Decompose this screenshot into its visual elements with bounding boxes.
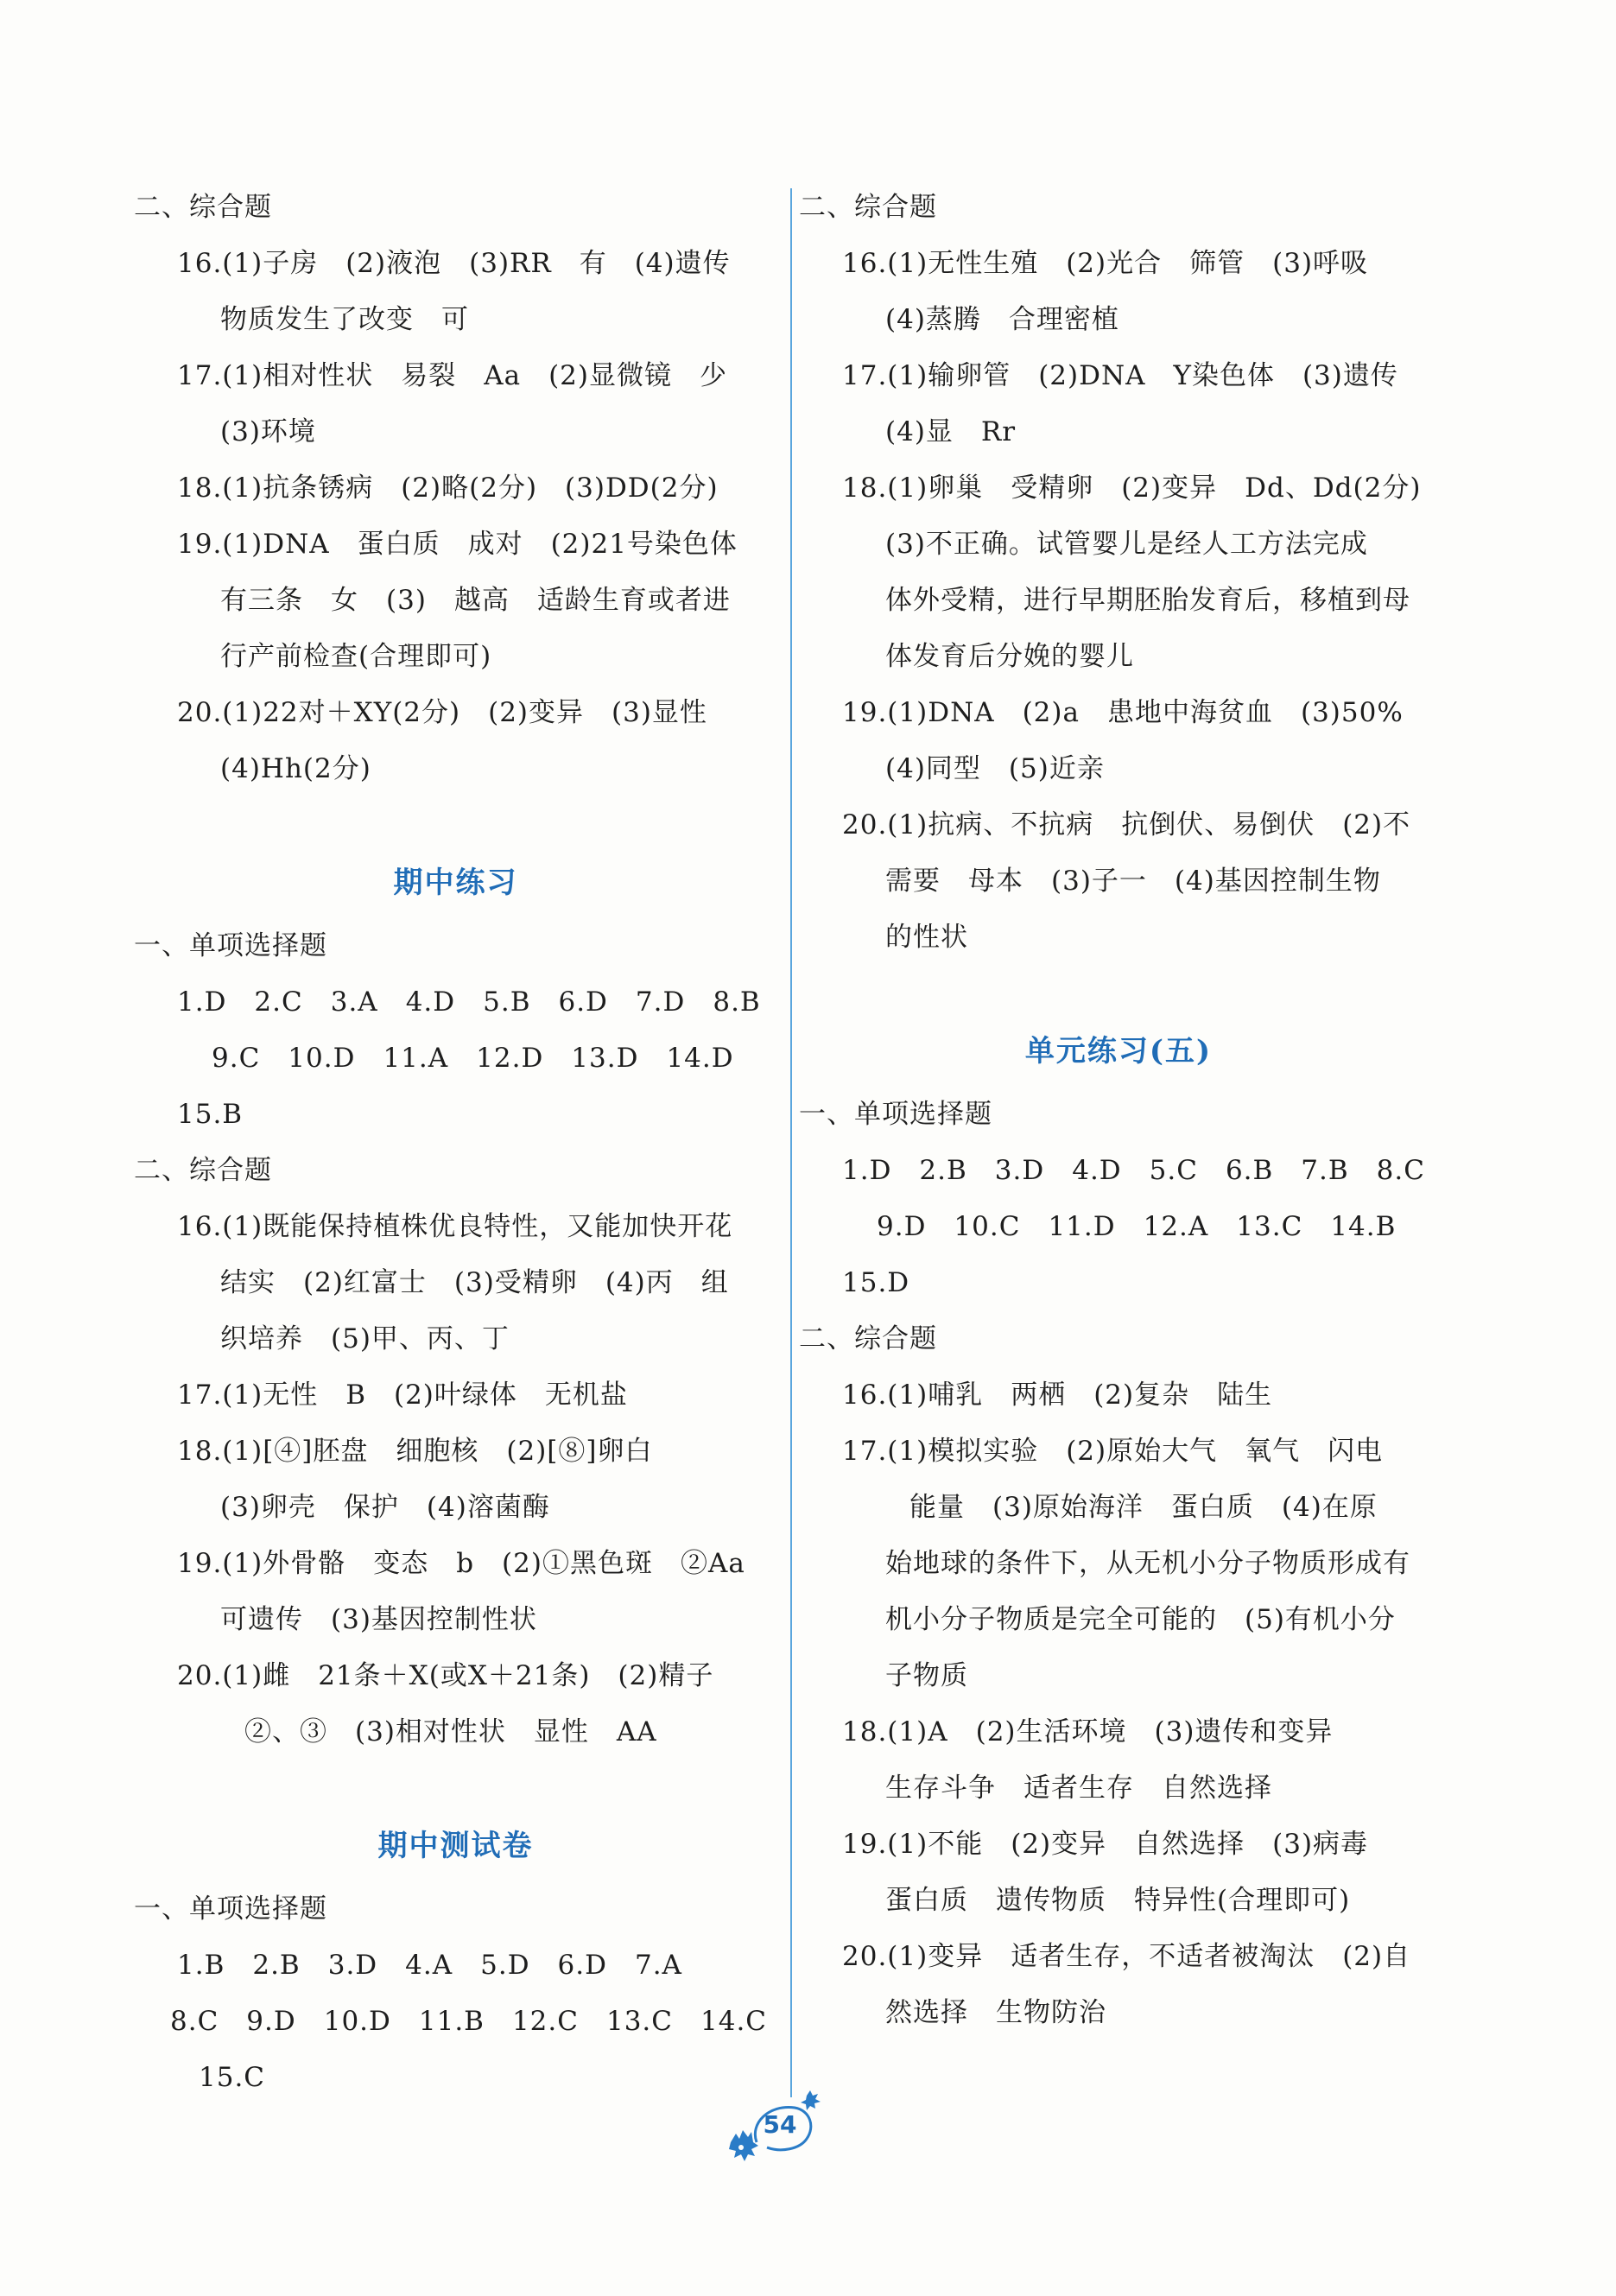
answer-line: 19.(1)DNA 蛋白质 成对 (2)21号染色体 [177, 529, 738, 560]
answer-line: 织培养 (5)甲、丙、丁 [220, 1323, 510, 1354]
answer-line: (3)卵壳 保护 (4)溶菌酶 [220, 1492, 550, 1523]
choice-answers: 15.B [177, 1099, 244, 1130]
answer-line: 18.(1)A (2)生活环境 (3)遗传和变异 [842, 1716, 1334, 1747]
answer-line: (4)Hh(2分) [220, 753, 371, 784]
answer-line: 蛋白质 遗传物质 特异性(合理即可) [885, 1885, 1351, 1916]
answer-line: 生存斗争 适者生存 自然选择 [885, 1773, 1272, 1804]
answer-line: 17.(1)相对性状 易裂 Aa (2)显微镜 少 [177, 360, 727, 391]
answer-line: 子物质 [885, 1660, 968, 1691]
section-heading: 二、综合题 [799, 1323, 937, 1354]
answer-line: 20.(1)雌 21条＋X(或X＋21条) (2)精子 [177, 1660, 714, 1691]
choice-answers: 15.D [842, 1267, 910, 1298]
answer-line: 20.(1)变异 适者生存，不适者被淘汰 (2)自 [842, 1941, 1411, 1972]
answer-line: 机小分子物质是完全可能的 (5)有机小分 [885, 1604, 1396, 1635]
answer-line: 结实 (2)红富士 (3)受精卵 (4)丙 组 [220, 1267, 729, 1298]
answer-line: 17.(1)输卵管 (2)DNA Y染色体 (3)遗传 [842, 360, 1398, 391]
answer-line: 17.(1)模拟实验 (2)原始大气 氧气 闪电 [842, 1436, 1384, 1467]
answer-line: 16.(1)无性生殖 (2)光合 筛管 (3)呼吸 [842, 248, 1369, 279]
section-heading: 二、综合题 [799, 192, 937, 223]
choice-answers: 8.C 9.D 10.D 11.B 12.C 13.C 14.C [170, 2006, 768, 2037]
answer-line: 然选择 生物防治 [885, 1997, 1106, 2028]
answer-line: 16.(1)子房 (2)液泡 (3)RR 有 (4)遗传 [177, 248, 731, 279]
answer-line: 始地球的条件下，从无机小分子物质形成有 [885, 1548, 1410, 1579]
answer-line: 可遗传 (3)基因控制性状 [220, 1604, 537, 1635]
answer-line: 有三条 女 (3) 越高 适龄生育或者进 [220, 585, 731, 616]
answer-line: 20.(1)22对＋XY(2分) (2)变异 (3)显性 [177, 697, 707, 728]
answer-line: 的性状 [885, 922, 968, 953]
choice-answers: 15.C [199, 2062, 266, 2093]
section-heading: 一、单项选择题 [134, 1893, 327, 1925]
answer-line: (4)蒸腾 合理密植 [885, 304, 1119, 335]
answer-line: 18.(1)卵巢 受精卵 (2)变异 Dd、Dd(2分) [842, 473, 1422, 504]
section-heading: 二、综合题 [134, 1155, 272, 1186]
answer-line: (4)同型 (5)近亲 [885, 753, 1105, 784]
choice-answers: 1.D 2.B 3.D 4.D 5.C 6.B 7.B 8.C [842, 1155, 1425, 1186]
choice-answers: 9.C 10.D 11.A 12.D 13.D 14.D [212, 1043, 734, 1074]
answer-line: 物质发生了改变 可 [220, 304, 469, 335]
section-title: 单元练习(五) [1024, 1034, 1213, 1069]
section-heading: 一、单项选择题 [799, 1099, 992, 1130]
answer-line: 19.(1)DNA (2)a 患地中海贫血 (3)50% [842, 697, 1404, 728]
section-title: 期中测试卷 [377, 1829, 534, 1863]
answer-line: 体发育后分娩的婴儿 [885, 641, 1134, 672]
section-heading: 二、综合题 [134, 192, 272, 223]
choice-answers: 9.D 10.C 11.D 12.A 13.C 14.B [877, 1211, 1397, 1242]
answer-line: 能量 (3)原始海洋 蛋白质 (4)在原 [909, 1492, 1378, 1523]
section-title: 期中练习 [393, 866, 518, 900]
answer-line: 16.(1)哺乳 两栖 (2)复杂 陆生 [842, 1380, 1273, 1411]
page-number-badge [724, 2089, 827, 2166]
answer-line: 18.(1)抗条锈病 (2)略(2分) (3)DD(2分) [177, 473, 719, 504]
choice-answers: 1.D 2.C 3.A 4.D 5.B 6.D 7.D 8.B [177, 986, 761, 1018]
answer-line: (3)不正确。试管婴儿是经人工方法完成 [885, 529, 1368, 560]
answer-line: 19.(1)不能 (2)变异 自然选择 (3)病毒 [842, 1829, 1369, 1860]
answer-line: 需要 母本 (3)子一 (4)基因控制生物 [885, 866, 1381, 897]
answer-line: 19.(1)外骨骼 变态 b (2)①黑色斑 ②Aa [177, 1548, 745, 1579]
section-heading: 一、单项选择题 [134, 930, 327, 961]
answer-line: 体外受精，进行早期胚胎发育后，移植到母 [885, 585, 1410, 616]
answer-line: 17.(1)无性 B (2)叶绿体 无机盐 [177, 1380, 628, 1411]
answer-line: 18.(1)[④]胚盘 细胞核 (2)[⑧]卵白 [177, 1436, 653, 1467]
answer-line: ②、③ (3)相对性状 显性 AA [244, 1716, 657, 1747]
column-divider [790, 188, 792, 2097]
page-number: 54 [763, 2110, 797, 2139]
choice-answers: 1.B 2.B 3.D 4.A 5.D 6.D 7.A [177, 1950, 682, 1981]
answer-line: 16.(1)既能保持植株优良特性，又能加快开花 [177, 1211, 733, 1242]
answer-line: (4)显 Rr [885, 416, 1017, 447]
answer-line: (3)环境 [220, 416, 316, 447]
answer-line: 行产前检查(合理即可) [220, 641, 492, 672]
answer-line: 20.(1)抗病、不抗病 抗倒伏、易倒伏 (2)不 [842, 809, 1411, 840]
